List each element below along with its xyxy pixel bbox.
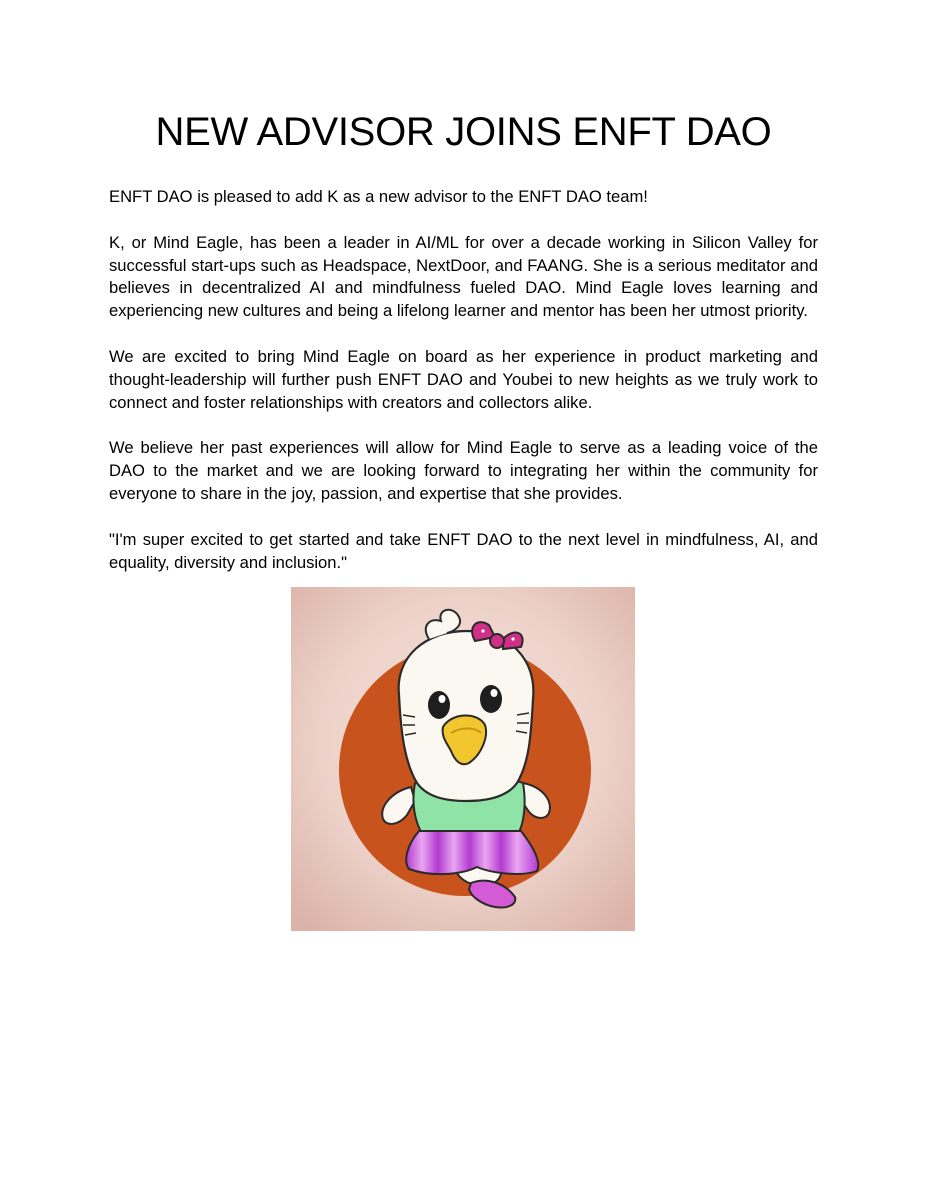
belief-paragraph: We believe her past experiences will allow for Mind Eagle to serve as a leading voice of the DAO to the market and we are looking forward to integrating her within the community for everyone to share in the joy, passion, and expertise that she provides. <box>109 438 818 503</box>
mind-eagle-illustration <box>291 587 635 931</box>
quote-paragraph: "I'm super excited to get started and take ENFT DAO to the next level in mindfulness, AI, and equality, diversity and inclusion." <box>109 529 818 572</box>
mind-eagle-image <box>291 587 635 931</box>
striped-skirt <box>406 831 538 874</box>
page-title: NEW ADVISOR JOINS ENFT DAO <box>155 110 772 154</box>
left-eye <box>428 691 450 719</box>
intro-paragraph: ENFT DAO is pleased to add K as a new advisor to the ENFT DAO team! <box>109 187 648 206</box>
excitement-paragraph: We are excited to bring Mind Eagle on board as her experience in product marketing and thought-leadership will further push ENFT DAO and Youbei to new heights as we truly work to connect and foster relationships with creators and collectors alike. <box>109 346 818 412</box>
bio-paragraph: K, or Mind Eagle, has been a leader in AI/ML for over a decade working in Silicon Valley for successful start-ups such as Headspace, NextDoor, and FAANG. She is a serious meditator and believes in decentralized AI and mindfulness fueled DAO. Mind Eagle loves learning and experiencing new cultures and being a lifelong learner and mentor has been her utmost priority. <box>109 232 818 321</box>
right-eye <box>480 685 502 713</box>
article-body <box>109 186 818 597</box>
